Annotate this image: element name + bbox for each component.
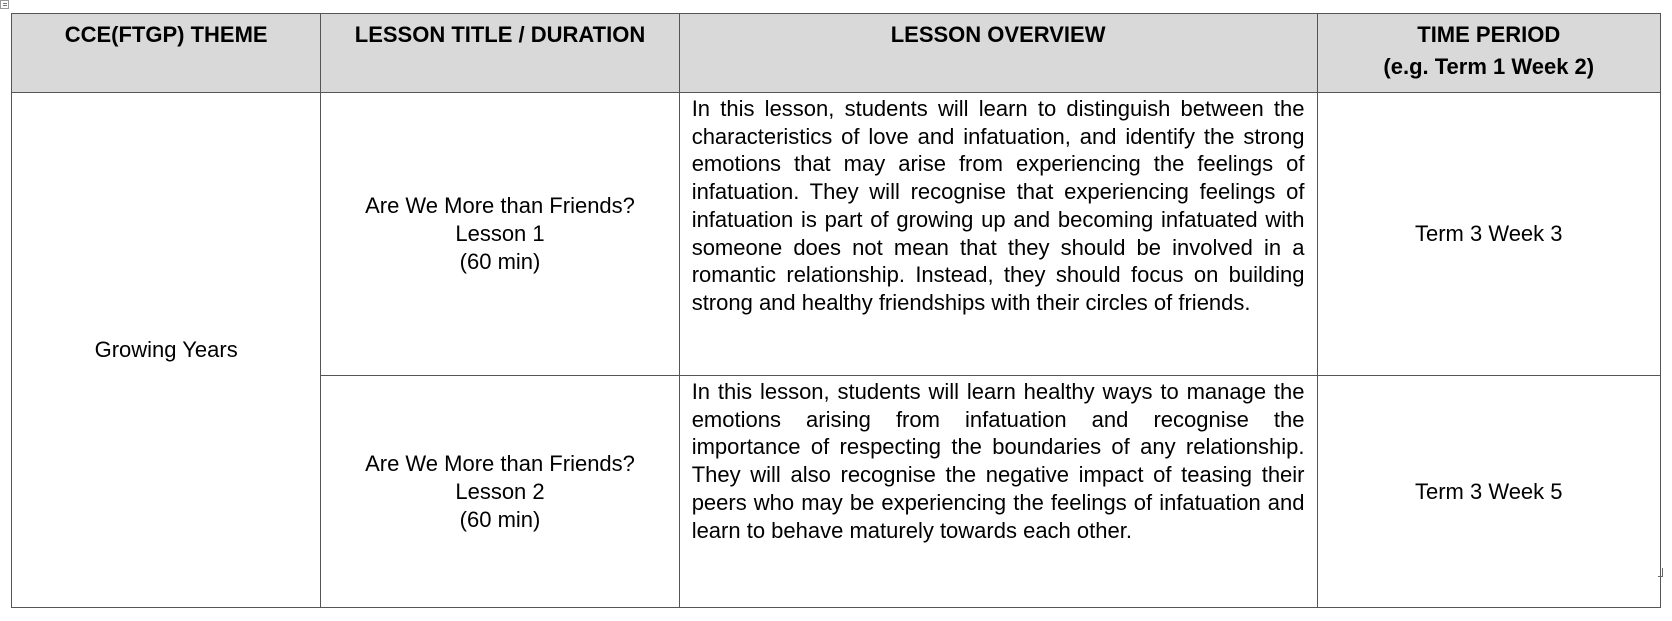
lesson-number: Lesson 2	[455, 478, 545, 504]
table-header-row	[12, 14, 1661, 93]
time-period-cell: Term 3 Week 3	[1317, 93, 1660, 376]
lesson-duration: (60 min)	[459, 249, 541, 274]
lesson-title: Are We More than Friends?	[365, 450, 635, 476]
lesson-title-cell	[321, 93, 679, 376]
lesson-plan-table	[11, 13, 1661, 608]
lesson-overview-cell: In this lesson, students will learn healthy ways to manage the emotions arising from infatuation and recognise the importance of respecting the boundaries of any relationship. They will also recognise the negative impact of teasing their peers who may be experiencing the feelings of infatuation and learn to behave maturely towards each other.	[679, 376, 1317, 608]
table-row	[12, 93, 1661, 376]
header-time-period-line2: (e.g. Term 1 Week 2)	[1383, 54, 1595, 79]
lesson-title-cell	[321, 376, 679, 608]
lesson-title: Are We More than Friends?	[365, 193, 635, 218]
lesson-overview-cell: In this lesson, students will learn to distinguish between the characteristics of love and infatuation, and identify the strong emotions that may arise from experiencing the feelings of infatuation. They will recognise that experiencing feelings of infatuation is part of growing up and becoming infatuated with someone does not mean that they should be involved in a romantic relationship. Instead, they should focus on building strong and healthy friendships with their circles of friends.	[679, 93, 1317, 376]
table-resize-handle[interactable]	[1658, 568, 1663, 577]
header-theme: CCE(FTGP) THEME	[12, 14, 321, 93]
header-time-period	[1317, 14, 1660, 93]
header-time-period-line1: TIME PERIOD	[1417, 22, 1561, 47]
header-lesson-overview: LESSON OVERVIEW	[679, 14, 1317, 93]
lesson-duration: (60 min)	[459, 506, 541, 532]
time-period-cell: Term 3 Week 5	[1317, 376, 1660, 608]
table-move-handle[interactable]	[0, 0, 9, 9]
header-lesson-title: LESSON TITLE / DURATION	[321, 14, 679, 93]
lesson-number: Lesson 1	[455, 221, 545, 246]
theme-cell: Growing Years	[12, 93, 321, 608]
